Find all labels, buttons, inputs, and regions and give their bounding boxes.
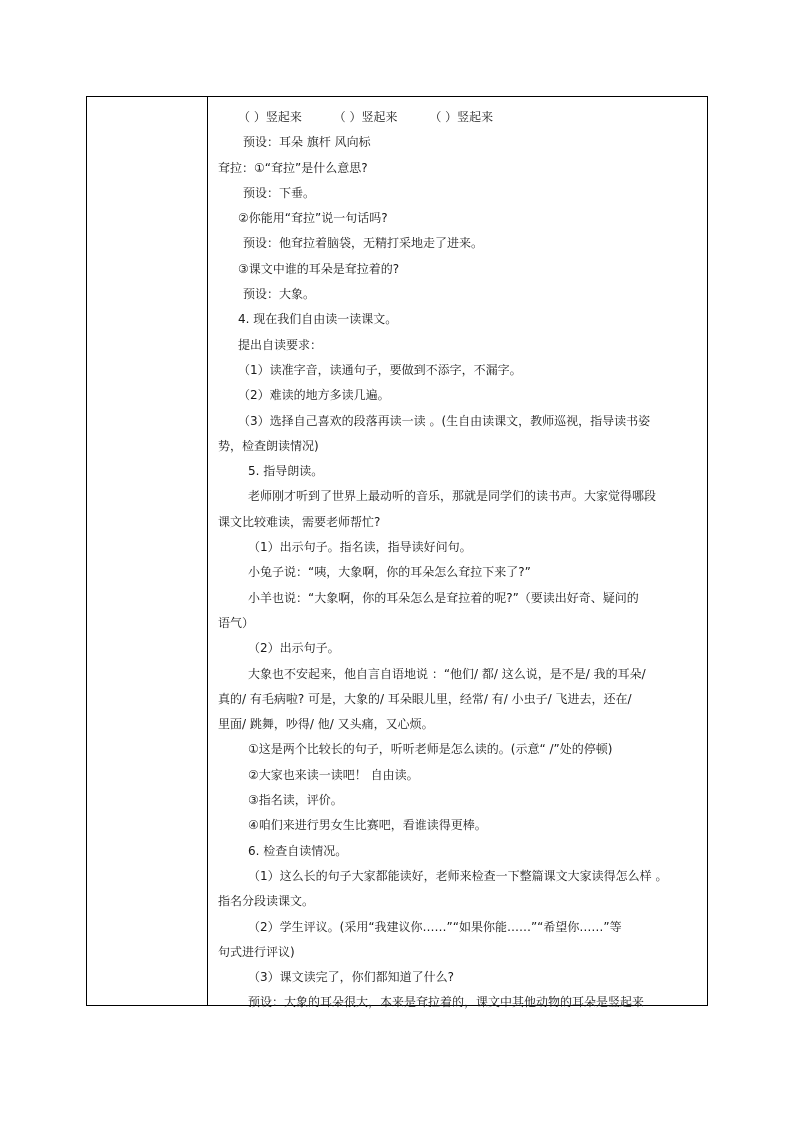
text-line: 耷拉：①“耷拉”是什么意思? [218,160,368,175]
text-line: （2）学生评议。(采用“我建议你……”“如果你能……”“希望你……”等 [248,919,622,934]
table-content-column [208,97,707,1010]
text-line: ④咱们来进行男女生比赛吧，看谁读得更棒。 [248,818,487,833]
text-line: （1）这么长的句子大家都能读好，老师来检查一下整篇课文大家读得怎么样 。 [248,868,668,883]
text-line: ①这是两个比较长的句子，听听老师是怎么读的。(示意“ /”处的停顿) [248,742,613,757]
text-line: 预设：大象。 [243,287,316,302]
text-line: 势，检查朗读情况) [218,438,319,453]
text-line: 语气） [218,615,255,630]
text-line: 指名分段读课文。 [218,894,315,909]
text-line: （2）出示句子。 [248,641,340,656]
text-line: 小兔子说：“咦，大象啊，你的耳朵怎么耷拉下来了?” [248,565,531,580]
text-line: （1）出示句子。指名读，指导读好问句。 [248,540,472,555]
text-line: 5. 指导朗读。 [248,464,324,479]
text-line: （3）选择自己喜欢的段落再读一读 。(生自由读课文，教师巡视，指导读书姿 [238,413,651,428]
lesson-plan-table [86,96,708,1010]
text-line: （3）课文读完了，你们都知道了什么? [248,970,455,985]
text-line: 预设：下垂。 [243,185,316,200]
text-line: 老师刚才听到了世界上最动听的音乐，那就是同学们的读书声。大家觉得哪段 [248,489,657,504]
text-line: ③课文中谁的耳朵是耷拉着的? [238,261,400,276]
text-line: 预设：耳朵 旗杆 风向标 [243,135,371,150]
text-line: ②你能用“耷拉”说一句话吗? [238,211,388,226]
text-line: 预设：大象的耳朵很大，本来是耷拉着的，课文中其他动物的耳朵是竖起来 [248,995,645,1010]
text-line: ②大家也来读一读吧！ 自由读。 [248,767,419,782]
text-line: 提出自读要求： [238,337,323,352]
blank-item-2: （ ）竖起来 [333,110,398,124]
text-line: 小羊也说：“大象啊，你的耳朵怎么是耷拉着的呢?”（要读出好奇、疑问的 [248,590,639,605]
text-line: 预设：他耷拉着脑袋，无精打采地走了进来。 [243,236,484,251]
text-line: 句式进行评议) [218,944,295,959]
text-line: 真的/ 有毛病啦? 可是，大象的/ 耳朵眼儿里，经常/ 有/ 小虫子/ 飞进去，还在/ [218,691,632,706]
text-line: （1）读准字音，读通句子，要做到不添字，不漏字。 [238,362,522,377]
blank-item-3: （ ）竖起来 [429,110,494,124]
text-line: 6. 检查自读情况。 [248,843,348,858]
text-line: 里面/ 跳舞，吵得/ 他/ 又头痛，又心烦。 [218,717,434,732]
content-lines [218,130,701,1015]
text-line: 大象也不安起来，他自言自语地说 ：“他们/ 都/ 这么说，是不是/ 我的耳朵/ [248,666,646,681]
blanks-line [218,105,701,130]
blank-item-1: （ ）竖起来 [238,110,302,124]
text-line: 4. 现在我们自由读一读课文。 [238,312,398,327]
text-line: 课文比较难读，需要老师帮忙? [218,514,381,529]
table-left-column [87,97,208,1005]
text-line: ③指名读，评价。 [248,793,343,808]
text-line: （2）难读的地方多读几遍。 [238,388,390,403]
